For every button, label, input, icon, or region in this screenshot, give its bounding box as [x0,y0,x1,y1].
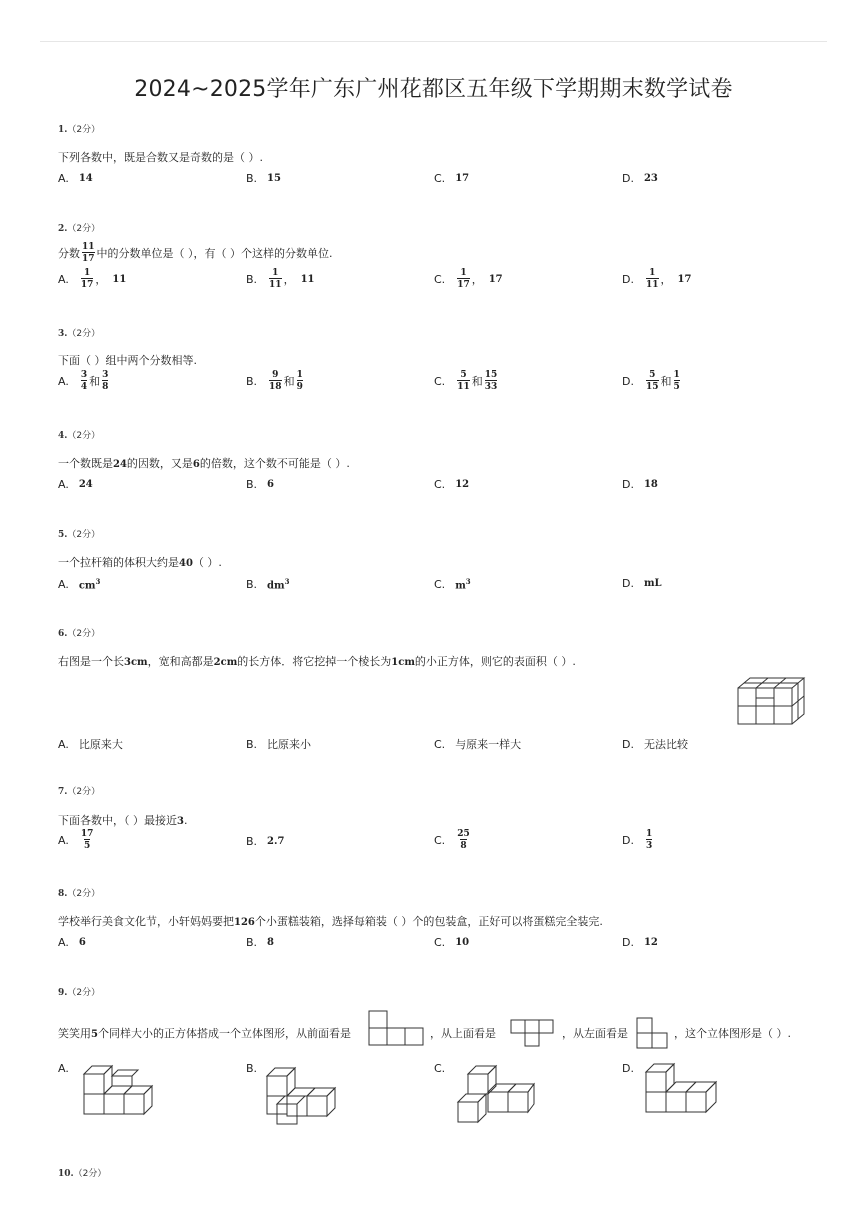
q9-option-d[interactable]: D. [622,1062,634,1075]
score: （2分） [67,125,101,135]
q6-option-b[interactable]: B. 比原来小 [246,737,312,751]
question-7-stem: 下面各数中，（ ）最接近3. [58,814,188,827]
q5-option-c[interactable]: C. $m^3$ [434,577,471,592]
q7-option-d[interactable]: D. $\frac{1}{3}$ [622,829,653,851]
q1-option-c[interactable]: C. 17 [434,172,470,185]
q2-option-d[interactable]: D. $\frac{1}{11}$ ， 17 [622,268,692,290]
q2-option-a[interactable]: A. $\frac{1}{17}$ ， 11 [58,268,127,290]
q7-option-b[interactable]: B. 2.7 [246,835,285,848]
q9-option-b-figure [265,1064,341,1126]
question-1-stem: 下列各数中，既是合数又是奇数的是（ ）. [58,151,263,164]
q9-option-a-figure [82,1062,160,1116]
q6-option-a[interactable]: A. 比原来大 [58,737,123,751]
q2-option-c[interactable]: C. $\frac{1}{17}$ ， 17 [434,268,503,290]
q8-option-d[interactable]: D. 12 [622,936,658,949]
q4-option-c[interactable]: C. 12 [434,478,470,491]
q5-option-d[interactable]: D. mL [622,577,662,590]
q1-option-a[interactable]: A. 14 [58,172,93,185]
q7-option-c[interactable]: C. $\frac{25}{8}$ [434,829,470,851]
question-4-header: 4.（2分） [58,431,101,441]
question-6-stem: 右图是一个长3cm，宽和高都是2cm的长方体．将它挖掉一个棱长为1cm的小正方体，则它的表面积（ ）. [58,655,576,668]
q5-option-b[interactable]: B. $dm^3$ [246,577,290,592]
q4-option-d[interactable]: D. 18 [622,478,658,491]
q3-option-a[interactable]: A. $\frac{3}{4}$ 和 $\frac{3}{8}$ [58,370,109,392]
q1-option-d[interactable]: D. 23 [622,172,658,185]
question-5-stem: 一个拉杆箱的体积大约是40（ ）. [58,556,222,569]
q3-option-c[interactable]: C. $\frac{5}{11}$ 和 $\frac{15}{33}$ [434,370,498,392]
question-9-stem-d: ，从左面看是 [562,1027,628,1040]
q4-option-b[interactable]: B. 6 [246,478,275,491]
q8-option-a[interactable]: A. 6 [58,936,86,949]
q9-option-c[interactable]: C. [434,1062,446,1075]
question-8-stem: 学校举行美食文化节，小轩妈妈要把126个小蛋糕装箱，选择每箱装（ ）个的包装盒，正好可以将蛋糕完全装完. [58,915,603,928]
question-9-header: 9.（2分） [58,988,101,998]
question-4-stem: 一个数既是24的因数，又是6的倍数，这个数不可能是（ ）. [58,457,350,470]
q6-option-c[interactable]: C. 与原来一样大 [434,737,522,751]
q3-option-b[interactable]: B. $\frac{9}{18}$ 和 $\frac{1}{9}$ [246,370,303,392]
question-7-header: 7.（2分） [58,787,101,797]
question-9-stem-c: ，从上面看是 [430,1027,496,1040]
question-2-header: 2.（2分） [58,224,101,234]
q5-option-a[interactable]: A. $cm^3$ [58,577,101,592]
question-3-header: 3.（2分） [58,329,101,339]
question-5-header: 5.（2分） [58,530,101,540]
q4-option-a[interactable]: A. 24 [58,478,93,491]
left-view-figure [636,1017,670,1049]
question-1-header: 1.（2分） [58,125,101,135]
question-3-stem: 下面（ ）组中两个分数相等. [58,354,197,367]
question-9-stem-a: 笑笑用5个同样大小的正方体搭成一个立体图形，从前面看是 [58,1027,351,1040]
q9-option-d-figure [644,1060,722,1114]
q9-option-b[interactable]: B. [246,1062,258,1075]
question-10-header: 10.（2分） [58,1169,107,1179]
q9-option-c-figure [456,1062,536,1124]
q6-option-d[interactable]: D. 无法比较 [622,737,688,751]
q8-option-b[interactable]: B. 8 [246,936,275,949]
question-9-stem-e: ，这个立体图形是（ ）. [674,1027,791,1040]
q1-option-b[interactable]: B. 15 [246,172,281,185]
question-2-stem: 分数 $\frac{11}{17}$ 中的分数单位是（ ），有（ ）个这样的分数单位. [58,242,333,264]
fraction: $\frac{11}{17}$ [82,242,95,264]
question-8-header: 8.（2分） [58,889,101,899]
top-divider [40,41,827,42]
page-title: 2024~2025学年广东广州花都区五年级下学期期末数学试卷 [134,77,733,102]
q9-option-a[interactable]: A. [58,1062,69,1075]
front-view-figure [368,1010,424,1046]
top-view-figure [510,1019,556,1047]
q2-option-b[interactable]: B. $\frac{1}{11}$ ， 11 [246,268,315,290]
q8-option-c[interactable]: C. 10 [434,936,470,949]
q7-option-a[interactable]: A. $\frac{17}{5}$ [58,829,94,851]
q3-option-d[interactable]: D. $\frac{5}{15}$ 和 $\frac{1}{5}$ [622,370,680,392]
question-6-header: 6.（2分） [58,629,101,639]
cuboid-figure [736,674,808,726]
